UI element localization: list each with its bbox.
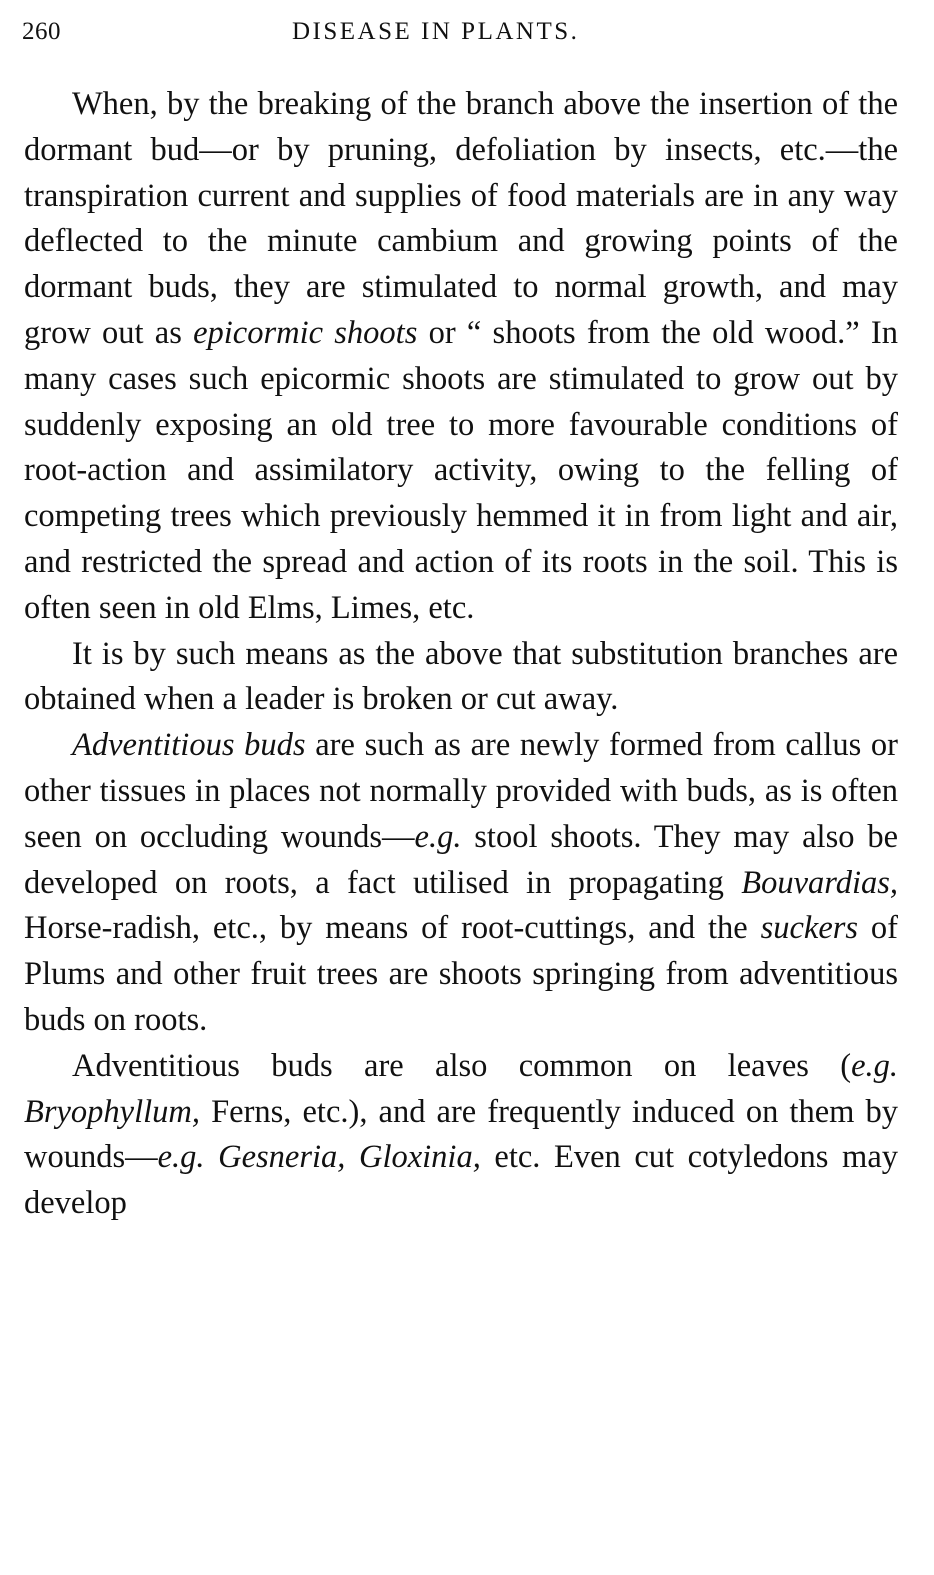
text-segment: of Plums and other fruit trees are shoots springing from adventitious buds on roots.: [24, 910, 898, 1038]
text-segment: etc. Even cut cotyledons may develop: [24, 1139, 898, 1222]
paragraph-adventitious-buds: [24, 723, 898, 1044]
italic-term: Adventitious buds: [72, 727, 306, 764]
text-segment: Horse-radish, etc., by means of root-cuttings, and the: [24, 910, 761, 947]
text-segment: or “ shoots from the old wood.” In many cases such epicormic shoots are stimulated to grow out by suddenly exposing an old tree to more favourable conditions of root-action and assimilatory activity, owing to the felling of competing trees which previously hemmed it in from light and air, and restricted the spread and action of its roots in the soil. This is often seen in old Elms, Limes, etc.: [24, 314, 899, 626]
text-segment: Adventitious buds are also common on leaves (: [72, 1047, 852, 1084]
text-segment: When, by the breaking of the branch above the insertion of the dormant bud—or by pruning, defoliation by insects, etc.—the transpiration current and supplies of food materials are in any way deflected to the minute cambium and growing points of the dormant buds, they are stimulated to normal growth, and may grow out as: [24, 86, 898, 351]
paragraph-epicormic-shoots: [24, 82, 898, 632]
page-header: [22, 14, 902, 50]
running-head: DISEASE IN PLANTS.: [292, 18, 580, 45]
italic-term: e.g. Gesneria, Gloxinia,: [157, 1139, 481, 1176]
text-segment: It is by such means as the above that substitution branches are obtained when a leader is broken or cut away.: [24, 635, 898, 718]
page-number: 260: [22, 18, 61, 45]
paragraph-substitution-branches: [24, 632, 898, 724]
text-segment: stool shoots. They may also be developed on roots, a fact utilised in propagating: [24, 818, 898, 901]
body-text: [24, 82, 898, 1227]
italic-term: e.g. Bryophyllum,: [24, 1047, 898, 1130]
italic-term: epicormic shoots: [193, 314, 418, 351]
italic-term: Bouvardias,: [741, 864, 898, 901]
italic-term: suckers: [760, 910, 859, 947]
italic-term: e.g.: [414, 818, 462, 855]
paragraph-leaf-buds: [24, 1044, 898, 1227]
text-segment: Ferns, etc.), and are frequently induced on them by wounds—: [24, 1093, 898, 1176]
text-segment: are such as are newly formed from callus or other tissues in places not normally provided with buds, as is often seen on occluding wounds—: [24, 727, 898, 855]
